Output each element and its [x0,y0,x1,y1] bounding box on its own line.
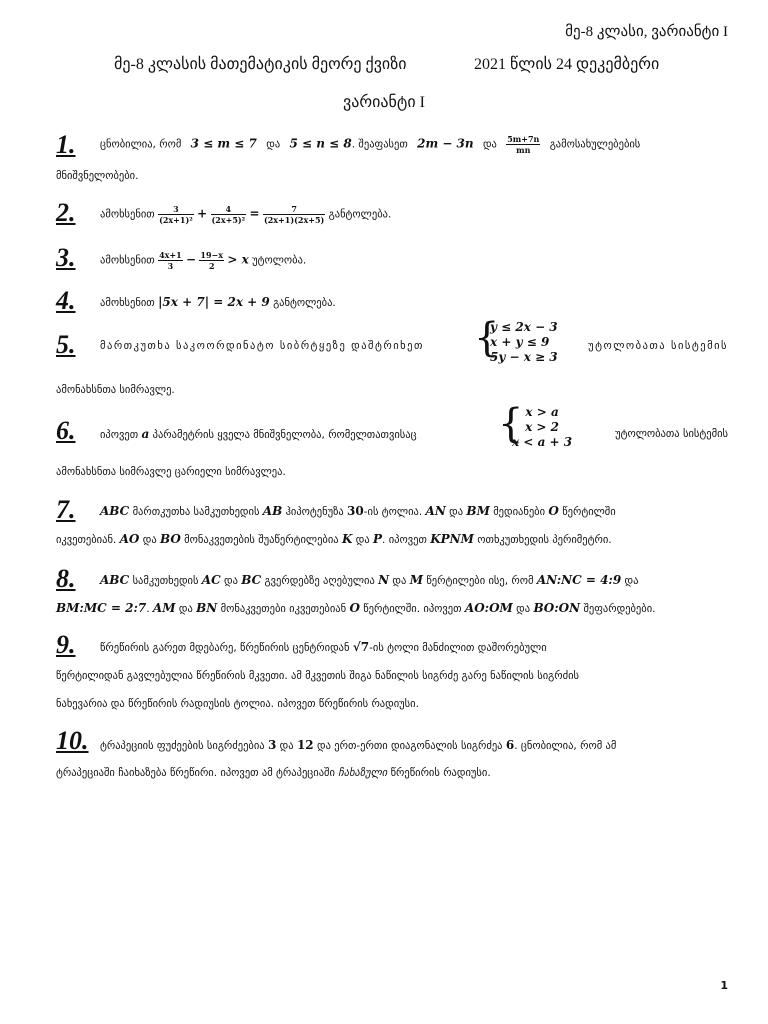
operator: = [249,206,260,221]
text-run: და [220,575,242,587]
math: N [378,573,390,587]
problem-number: 8. [56,564,76,593]
problem-8-line-2 [56,600,728,617]
text-run: და [512,603,534,615]
text-run: მართკუთხა სამკუთხედის [129,506,263,518]
text-run: . ცნობილია, რომ ამ [514,740,617,752]
math: ABC [100,573,130,587]
text-run: ოთხკუთხედის პერიმეტრი. [473,534,612,546]
text-run: და [621,575,639,587]
math: 5 ≤ n ≤ 8 [289,136,352,151]
system-row: x > 2 [525,420,560,434]
text-run: სამკუთხედის [129,575,202,587]
inequality-system [512,405,572,450]
inequality-system [490,320,558,365]
system-row: 5y − x ≥ 3 [490,350,558,364]
text-run: წერტილიდან გავლებულია წრეწირის მკვეთი. ამ მკვეთის შიგა ნაწილის სიგრძე გარე ნაწილის სიგრძის [56,670,580,682]
math-number: 6 [505,738,515,752]
italic-text: ჩახაზული [338,767,388,779]
text-run: ამოხსენით [100,208,155,221]
math: 3 ≤ m ≤ 7 [190,136,257,151]
problem-6-continuation: ამონახსნთა სიმრავლე ცარიელი სიმრავლეა. [56,466,286,478]
fraction [158,204,194,225]
problem-number: 1. [56,130,76,159]
math: AN:NC = 4:9 [536,573,622,587]
text-run: და [445,506,467,518]
operator: − [186,252,197,267]
math: KPNM [430,532,474,546]
text-run: და [139,534,160,546]
text-run: ჰიპოტენუზა [282,506,348,518]
math: AN [425,504,446,518]
text-run: წერტილები ისე, რომ [423,575,537,587]
problem-5-text-tail: უტოლობათა სისტემის [588,340,728,352]
problem-number: 2. [56,198,76,227]
fraction [506,134,540,155]
text-run: -ის ტოლია. [363,506,426,518]
text-run: გამოსახულებების [549,138,641,151]
text-run: ტრაპეციის ფუძეების სიგრძეებია [100,740,268,752]
math: BO [160,532,181,546]
math: AM [152,601,176,615]
denominator: 2 [208,261,215,271]
text-run: განტოლება. [273,297,336,309]
math: BM [466,504,490,518]
text-run: ტრაპეციაში ჩაიხაზება წრეწირი. იპოვეთ ამ ტრაპეციაში [56,767,339,779]
denominator: mn [516,145,531,155]
math: BN [196,601,218,615]
header-variant-label: მე-8 კლასი, ვარიანტი I [565,24,728,40]
math: AC [201,573,221,587]
problem-1-text [100,134,728,155]
math: ABC [100,504,130,518]
page-number: 1 [720,979,728,992]
fraction [211,204,247,225]
denominator: (2x+5)² [211,215,246,225]
system-row: x + y ≤ 9 [490,335,550,349]
math: K [341,532,353,546]
text-run: მონაკვეთების შუაწერტილებია [180,534,342,546]
system-row: y ≤ 2x − 3 [490,320,558,334]
system-brace: { [498,401,524,447]
text-run: . შეაფასეთ [351,138,408,151]
problem-number: 4. [56,286,76,315]
problem-9-line-1 [100,639,728,656]
text-run: და [276,740,297,752]
problem-3-text [100,250,728,271]
math: AO [119,532,140,546]
text-run: -ის ტოლი მანძილით დაშორებული [369,642,547,654]
problem-number: 6. [56,416,76,445]
numerator: 5m+7n [507,134,540,144]
text-run: და [266,138,281,151]
problem-5-continuation: ამონახსნთა სიმრავლე. [56,384,175,396]
text-run: წრეწირის გარეთ მდებარე, წრეწირის ცენტრიდან [100,642,353,654]
math: AB [262,504,283,518]
denominator: 3 [167,261,174,271]
math: P [373,532,383,546]
problem-7-line-2 [56,531,728,548]
text-run: და [389,575,410,587]
text-run: და [482,138,497,151]
text-run: . იპოვეთ [382,534,431,546]
problem-1-continuation: მნიშვნელობები. [56,170,139,182]
math: 2m − 3n [417,136,474,151]
problem-4-text [100,294,728,311]
problem-10-line-1 [100,737,728,754]
system-row: x < a + 3 [512,435,573,449]
problem-10-line-2 [56,765,728,781]
text-run: . [146,603,153,615]
text-run: ნახევარია და წრეწირის რადიუსის ტოლია. იპოვეთ წრეწირის რადიუსი. [56,698,419,710]
system-row: x > a [525,405,559,419]
numerator: 4x+1 [159,250,182,260]
text-run: წერტილში [558,506,616,518]
fraction [158,250,183,271]
math: > x [227,252,249,267]
text-run: წრეწირის რადიუსი. [387,767,491,779]
system-brace: { [474,315,500,361]
text-run: მედიანები [489,506,549,518]
math-number: 12 [296,738,314,752]
math-number: √7 [352,640,370,654]
text-run: და ერთ-ერთი დიაგონალის სიგრძეა [313,740,506,752]
text-run: და [352,534,374,546]
problem-number: 3. [56,243,76,272]
document-title: მე-8 კლასის მათემატიკის მეორე ქვიზი [114,56,407,73]
text-run: ამოხსენით [100,297,155,309]
operator: + [197,206,208,221]
text-run: იკვეთებიან. [56,534,120,546]
text-run: განტოლება. [328,208,392,221]
text-run: იპოვეთ [100,429,139,441]
fraction [199,250,224,271]
math: a [141,427,150,441]
problem-9-line-2 [56,668,728,684]
numerator: 7 [263,204,325,215]
math-number: 3 [267,738,277,752]
problem-number: 10. [56,726,89,755]
math: AO:OM [464,601,513,615]
math: BC [241,573,262,587]
fraction [263,204,325,225]
text-run: ცნობილია, რომ [100,138,182,151]
problem-5-text: მართკუთხა საკოორდინატო სიბრტყეზე დაშტრიხეთ [100,340,424,352]
math: BO:ON [533,601,581,615]
text-run: გვერდებზე აღებულია [261,575,379,587]
numerator: 3 [158,204,194,215]
math: O [349,601,360,615]
problem-number: 9. [56,630,76,659]
text-run: წერტილში. იპოვეთ [359,603,465,615]
math: |5x + 7| = 2x + 9 [158,295,270,309]
denominator: (2x+1)² [159,215,193,225]
text-run: და [175,603,197,615]
problem-8-line-1 [100,572,728,589]
document-date: 2021 წლის 24 დეკემბერი [474,56,660,73]
text-run: უტოლობა. [252,254,307,267]
numerator: 4 [211,204,247,215]
variant-heading: ვარიანტი I [343,94,425,111]
problem-7-line-1 [100,503,728,520]
problem-number: 7. [56,495,76,524]
denominator: (2x+1)(2x+5) [263,215,325,225]
math: BM:MC = 2:7 [56,601,147,615]
problem-6-text [100,426,488,443]
problem-2-text [100,204,728,225]
math: M [409,573,423,587]
problem-9-line-3 [56,696,728,712]
text-run: მონაკვეთები იკვეთებიან [217,603,350,615]
numerator: 19−x [200,250,224,260]
math: O [548,504,559,518]
text-run: შეფარდებები. [580,603,656,615]
problem-number: 5. [56,330,76,359]
math-number: 30 [347,504,364,518]
text-run: ამოხსენით [100,254,155,267]
text-run: პარამეტრის ყველა მნიშვნელობა, რომელთათვისაც [152,429,417,441]
problem-6-text-tail: უტოლობათა სისტემის [615,428,728,440]
